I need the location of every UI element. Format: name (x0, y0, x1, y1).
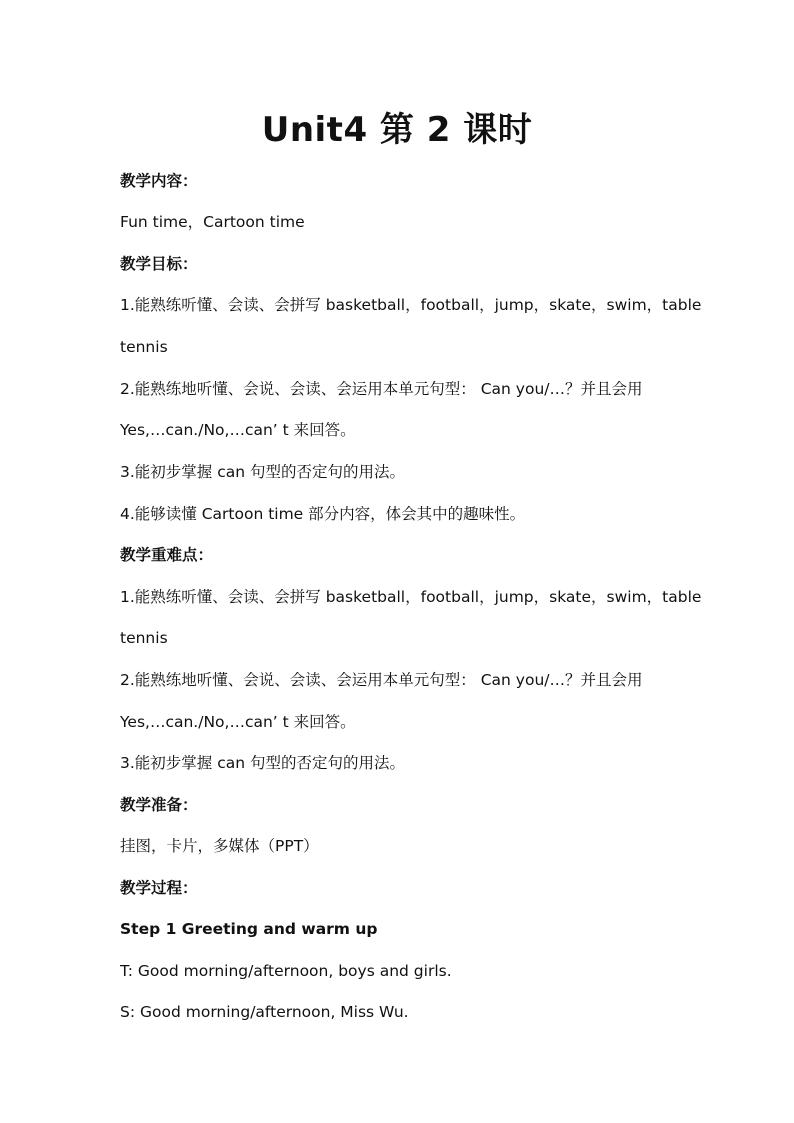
paragraph-line: 4.能够读懂 Cartoon time 部分内容，体会其中的趣味性。 (120, 505, 526, 523)
paragraph-line: 3.能初步掌握 can 句型的否定句的用法。 (120, 754, 405, 772)
dialogue-line: S: Good morning/afternoon, Miss Wu. (120, 1003, 409, 1021)
paragraph-line: 1.能熟练听懂、会读、会拼写 basketball，football，jump，skate，swim，table (120, 296, 702, 314)
paragraph-line: 3.能初步掌握 can 句型的否定句的用法。 (120, 463, 405, 481)
section-heading-preparation: 教学准备： (120, 796, 198, 814)
step-heading: Step 1 Greeting and warm up (120, 920, 378, 938)
paragraph-line: Fun time，Cartoon time (120, 213, 305, 231)
document-title: Unit4 第 2 课时 (261, 110, 533, 150)
paragraph-line: tennis (120, 629, 168, 647)
paragraph-line: 2.能熟练地听懂、会说、会读、会运用本单元句型： Can you/…？并且会用 (120, 380, 643, 398)
paragraph-line: 1.能熟练听懂、会读、会拼写 basketball，football，jump，skate，swim，table (120, 588, 702, 606)
section-heading-content: 教学内容： (120, 172, 198, 190)
paragraph-line: Yes,…can./No,…can’ t 来回答。 (120, 713, 356, 731)
section-heading-objectives: 教学目标： (120, 255, 198, 273)
paragraph-line: 挂图，卡片，多媒体（PPT） (120, 837, 319, 855)
section-heading-key-points: 教学重难点： (120, 546, 214, 564)
paragraph-line: 2.能熟练地听懂、会说、会读、会运用本单元句型： Can you/…？并且会用 (120, 671, 643, 689)
dialogue-line: T: Good morning/afternoon, boys and girls. (120, 962, 452, 980)
paragraph-line: tennis (120, 338, 168, 356)
section-heading-process: 教学过程： (120, 879, 198, 897)
paragraph-line: Yes,…can./No,…can’ t 来回答。 (120, 421, 356, 439)
